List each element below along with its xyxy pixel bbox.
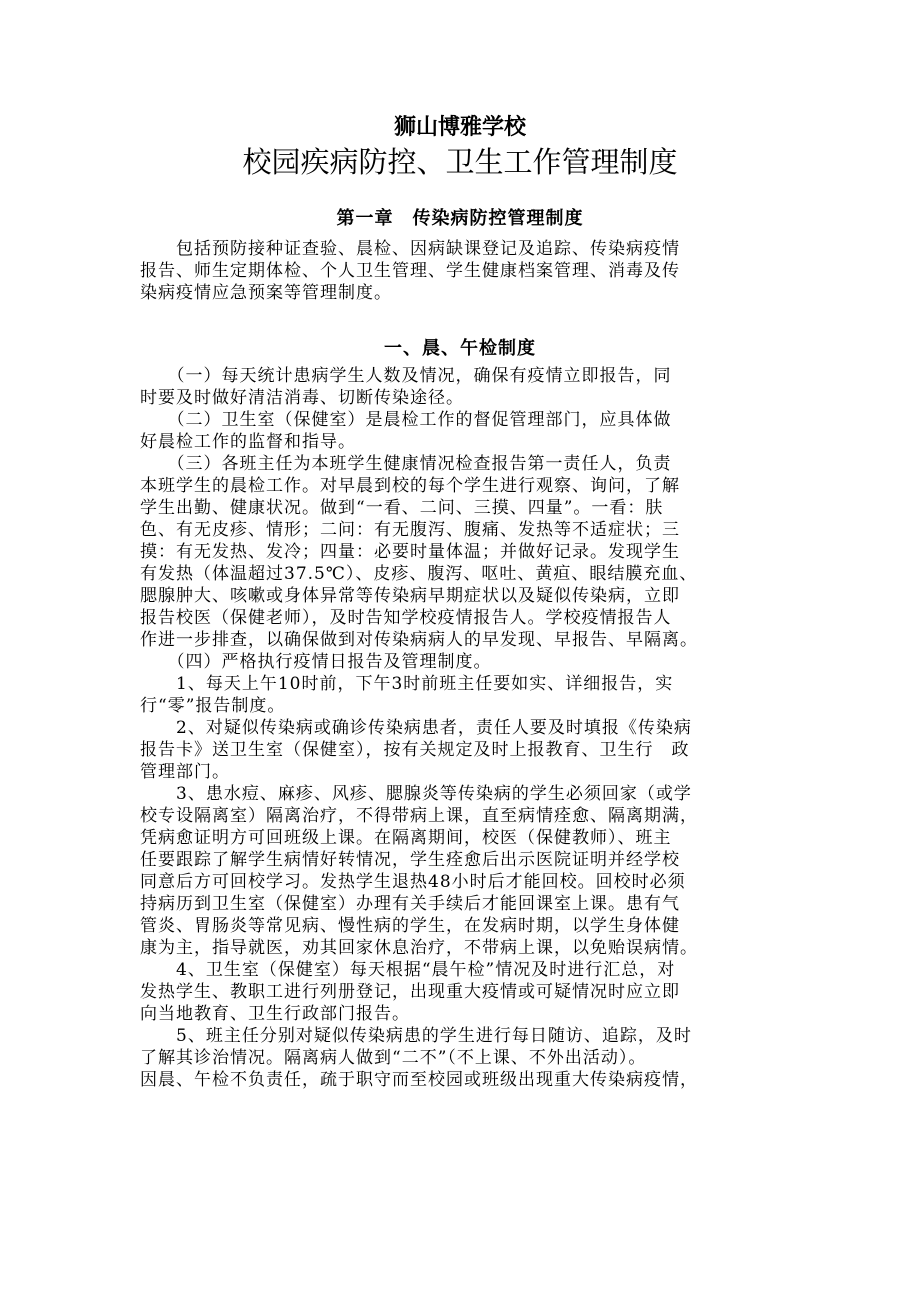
document-title: 校园疾病防控、卫生工作管理制度 <box>242 145 678 179</box>
text-line: 3、患水痘、麻疹、风疹、腮腺炎等传染病的学生必须回家（或学 <box>140 784 692 804</box>
chapter-intro-paragraph <box>140 238 800 304</box>
text-line: 同意后方可回校学习。发热学生退热48小时后才能回校。回校时必须 <box>140 872 686 892</box>
section-body <box>140 365 800 1091</box>
text-line: 康为主，指导就医，劝其回家休息治疗，不带病上课，以免贻误病情。 <box>140 938 698 958</box>
text-line: 5、班主任分别对疑似传染病患的学生进行每日随访、追踪，及时 <box>140 1026 692 1046</box>
text-line: 发热学生、教职工进行列册登记，出现重大疫情或可疑情况时应立即 <box>140 982 680 1002</box>
text-line: 报告校医（保健老师），及时告知学校疫情报告人。学校疫情报告人 <box>140 608 672 628</box>
text-line: 包括预防接种证查验、晨检、因病缺课登记及追踪、传染病疫情 <box>140 239 680 259</box>
text-line: 2、对疑似传染病或确诊传染病患者，责任人要及时填报《传染病 <box>140 718 692 738</box>
school-name: 狮山博雅学校 <box>393 114 526 140</box>
text-line: 染病疫情应急预案等管理制度。 <box>140 283 392 303</box>
text-line: 行“零”报告制度。 <box>140 696 286 716</box>
text-line: （二）卫生室（保健室）是晨检工作的督促管理部门，应具体做 <box>140 410 672 430</box>
text-line: 了解其诊治情况。隔离病人做到“二不”（不上课、不外出活动）。 <box>140 1048 647 1068</box>
text-line: 有发热（体温超过37.5℃）、皮疹、腹泻、呕吐、黄疸、眼结膜充血、 <box>140 564 698 584</box>
text-line: 作进一步排查，以确保做到对传染病病人的早发现、早报告、早隔离。 <box>140 630 698 650</box>
section-heading: 一、晨、午检制度 <box>384 338 536 359</box>
chapter-heading: 第一章 传染病防控管理制度 <box>336 208 584 229</box>
text-line: 凭病愈证明方可回班级上课。在隔离期间，校医（保健教师）、班主 <box>140 828 672 848</box>
text-line: 校专设隔离室）隔离治疗，不得带病上课，直至病情痊愈、隔离期满， <box>140 806 698 826</box>
text-line: 1、每天上午10时前，下午3时前班主任要如实、详细报告，实 <box>140 674 674 694</box>
text-line: （三）各班主任为本班学生健康情况检查报告第一责任人，负责 <box>140 454 672 474</box>
text-line: 报告、师生定期体检、个人卫生管理、学生健康档案管理、消毒及传 <box>140 261 680 281</box>
text-line: 向当地教育、卫生行政部门报告。 <box>140 1004 410 1024</box>
text-line: （一）每天统计患病学生人数及情况，确保有疫情立即报告，同 <box>140 366 672 386</box>
text-line: （四）严格执行疫情日报告及管理制度。 <box>140 652 492 672</box>
text-line: 时要及时做好清洁消毒、切断传染途径。 <box>140 388 464 408</box>
text-line: 腮腺肿大、咳嗽或身体异常等传染病早期症状以及疑似传染病，立即 <box>140 586 680 606</box>
text-line: 好晨检工作的监督和指导。 <box>140 432 356 452</box>
text-line: 学生出勤、健康状况。做到“一看、二问、三摸、四量”。一看：肤 <box>140 498 664 518</box>
text-line: 色、有无皮疹、情形；二问：有无腹泻、腹痛、发热等不适症状；三 <box>140 520 680 540</box>
text-line: 4、卫生室（保健室）每天根据“晨午检”情况及时进行汇总，对 <box>140 960 676 980</box>
text-line: 管理部门。 <box>140 762 230 782</box>
text-line: 摸：有无发热、发冷；四量：必要时量体温；并做好记录。发现学生 <box>140 542 680 562</box>
text-line: 任要跟踪了解学生病情好转情况，学生痊愈后出示医院证明并经学校 <box>140 850 680 870</box>
text-line: 因晨、午检不负责任，疏于职守而至校园或班级出现重大传染病疫情， <box>140 1070 698 1090</box>
text-line: 持病历到卫生室（保健室）办理有关手续后才能回课室上课。患有气 <box>140 894 680 914</box>
text-line: 管炎、胃肠炎等常见病、慢性病的学生，在发病时期，以学生身体健 <box>140 916 680 936</box>
text-line: 报告卡》送卫生室（保健室），按有关规定及时上报教育、卫生行 政 <box>140 740 690 760</box>
text-line: 本班学生的晨检工作。对早晨到校的每个学生进行观察、询问，了解 <box>140 476 680 496</box>
